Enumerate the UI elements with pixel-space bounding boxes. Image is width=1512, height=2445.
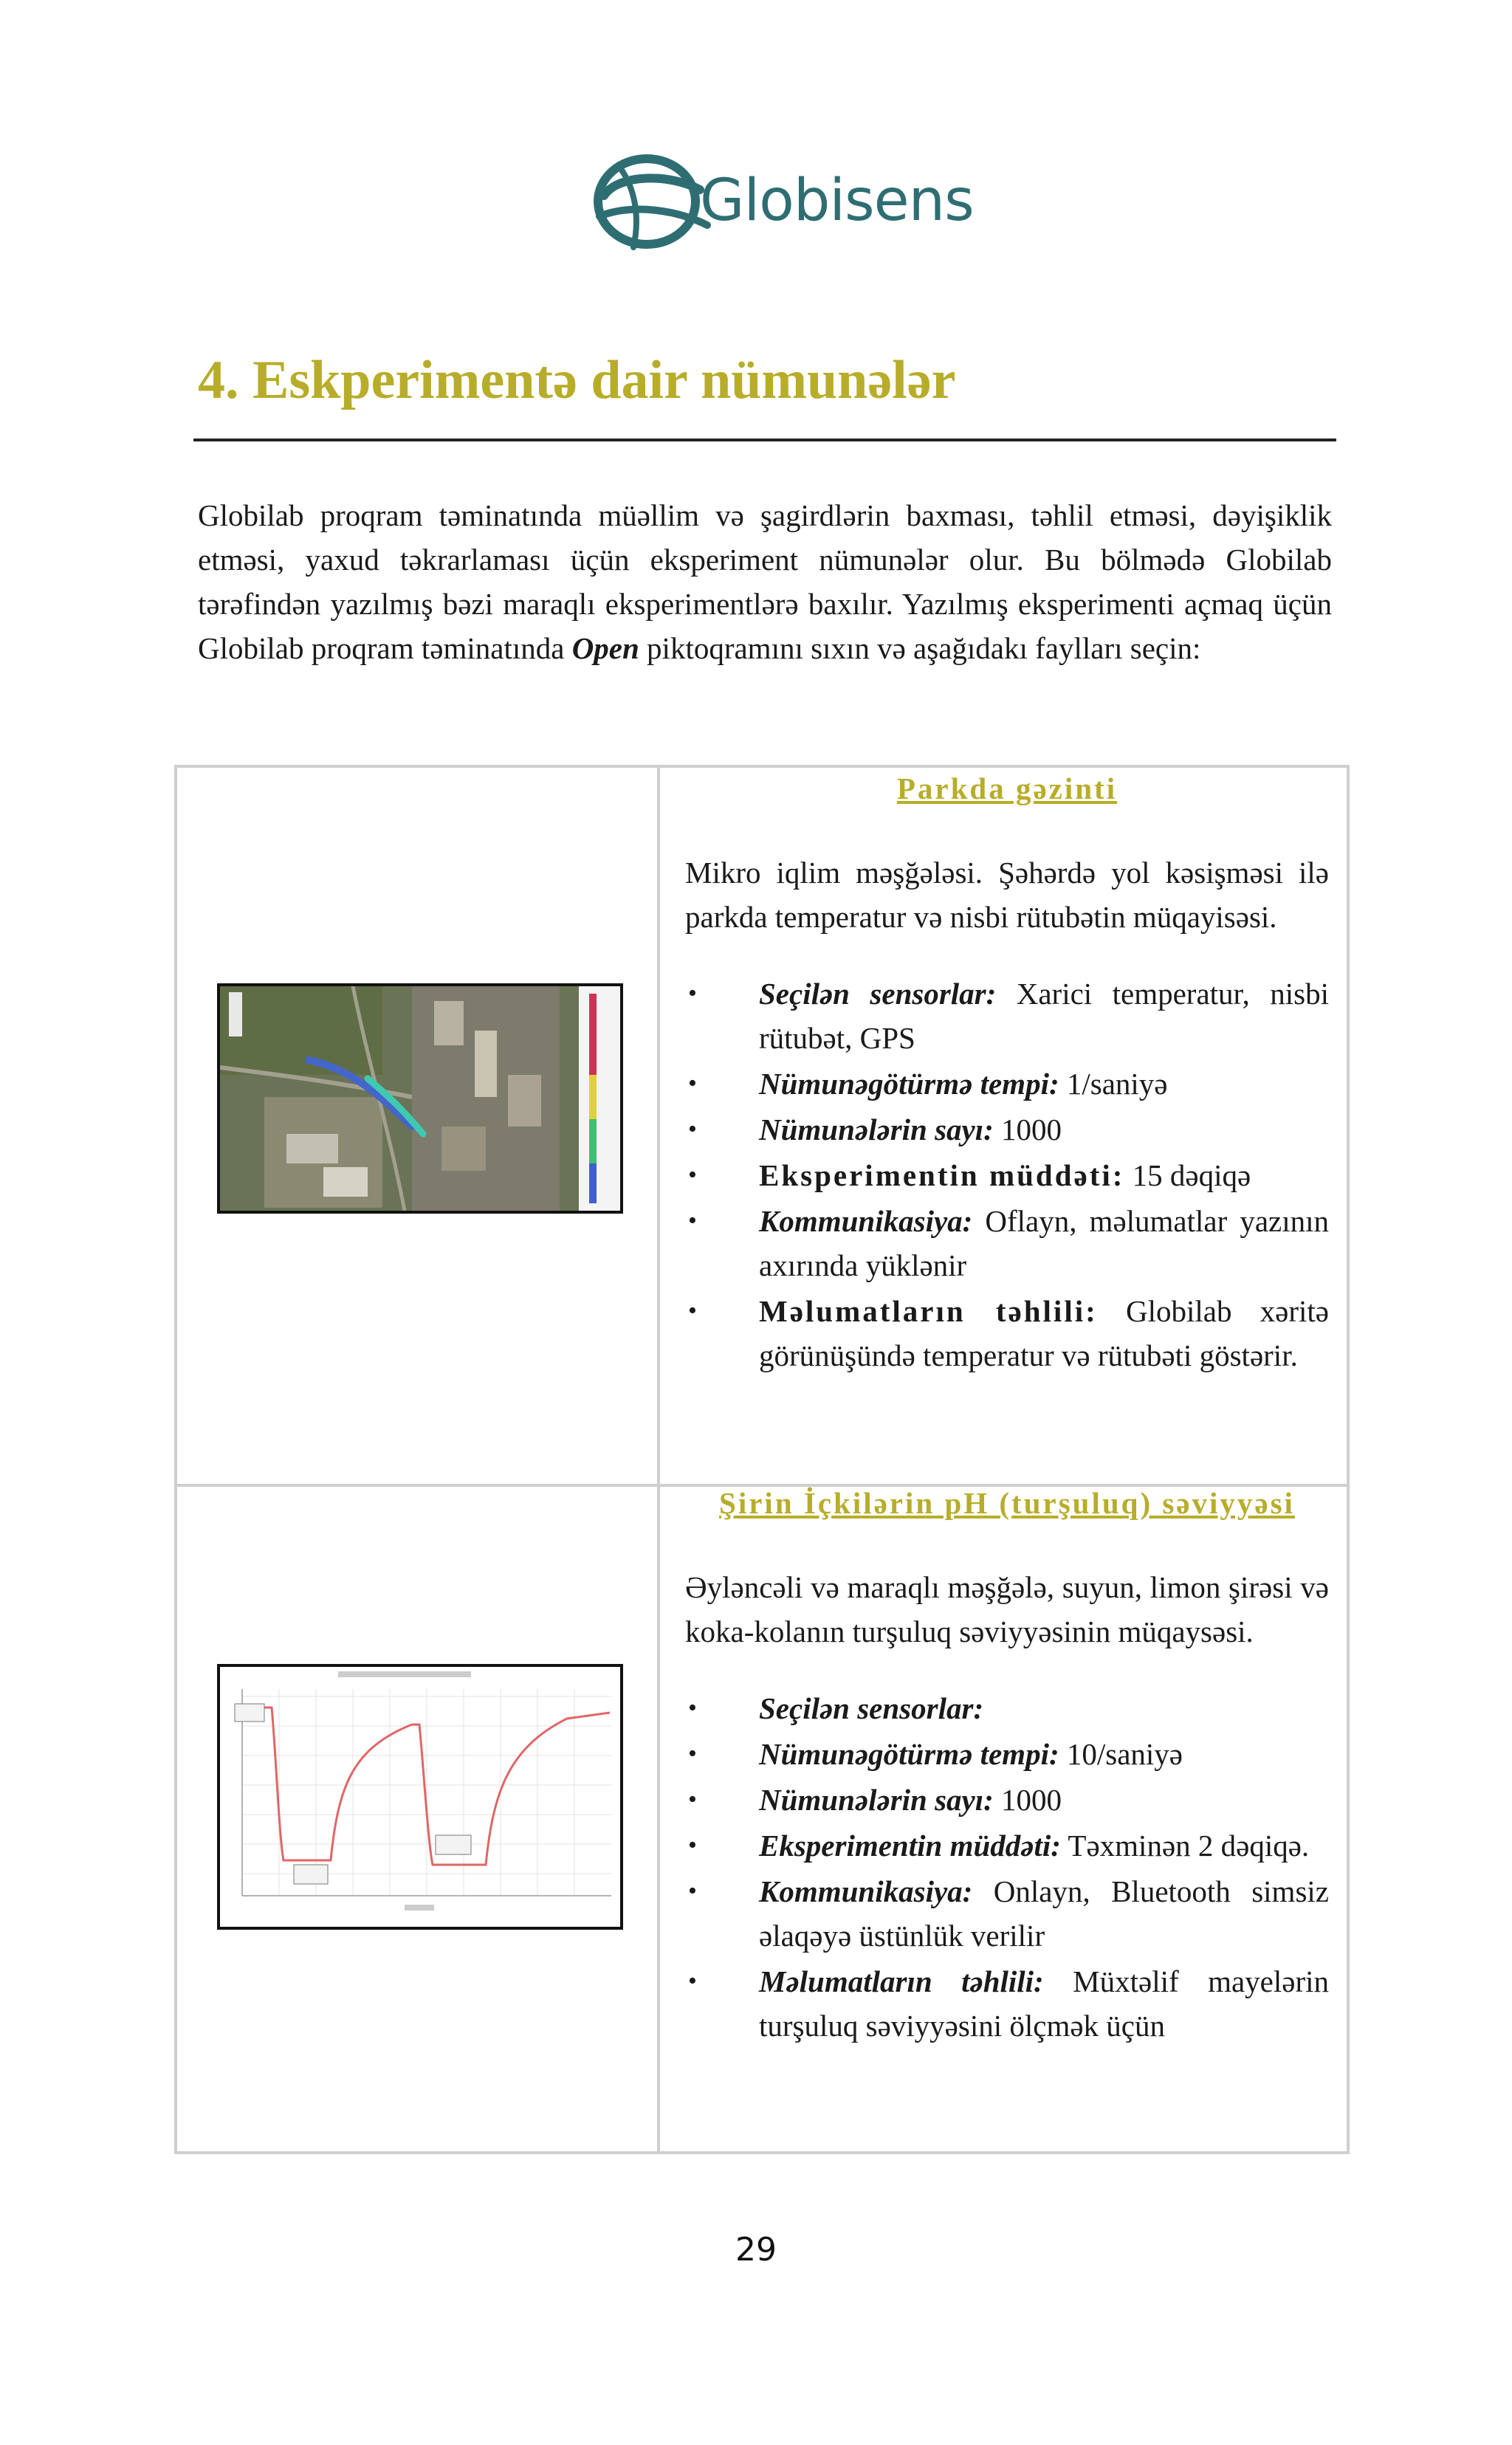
spec-label: Eksperimentin müddəti: [759, 1829, 1061, 1863]
spec-sampling-rate [685, 1062, 1329, 1106]
spec-label: Seçilən sensorlar: [759, 977, 997, 1011]
spec-value: Təxminən 2 dəqiqə. [1060, 1829, 1310, 1863]
spec-sample-count [685, 1107, 1329, 1152]
intro-paragraph [198, 493, 1332, 670]
spec-value: 1000 [993, 1783, 1062, 1817]
spec-label: Kommunikasiya: [759, 1204, 973, 1238]
spec-label: Kommunikasiya: [759, 1874, 973, 1908]
spec-communication [685, 1199, 1329, 1287]
spec-value: Globilab xəritə görünüşündə temperatur və rütubəti göstərir. [759, 1294, 1329, 1372]
spec-value: 1/saniyə [1059, 1067, 1168, 1101]
ph-curve-image [220, 1667, 620, 1927]
spec-value: 1000 [993, 1113, 1062, 1146]
experiment-park-walk [685, 768, 1329, 1379]
experiment-specs [685, 1686, 1329, 2048]
spec-label: Seçilən sensorlar: [759, 1691, 984, 1725]
ph-chart-thumbnail [217, 1664, 623, 1930]
spec-value: Onlayn, Bluetooth simsiz əlaqəyə üstünlük verilir [759, 1874, 1329, 1953]
bullet-icon: • [688, 1297, 697, 1324]
bullet-icon: • [688, 980, 697, 1007]
spec-communication [685, 1869, 1329, 1958]
spec-value: 15 dəqiqə [1124, 1158, 1251, 1192]
spec-label: Nümunələrin sayı: [759, 1783, 994, 1817]
spec-label: Nümunəgötürmə tempi: [759, 1737, 1059, 1771]
spec-label: Məlumatların təhlili: [759, 1294, 1098, 1328]
spec-value: Xarici temperatur, nisbi rütubət, GPS [759, 977, 1329, 1055]
logo-wordmark: Globisens [700, 168, 974, 234]
page-number: 29 [735, 2231, 777, 2269]
spec-data-analysis [685, 1959, 1329, 2048]
intro-text-end: piktoqramını sıxın və aşağıdakı faylları seçin: [639, 631, 1201, 665]
bullet-icon: • [688, 1694, 697, 1722]
experiment-soft-drinks-ph [685, 1484, 1329, 2049]
park-walk-map-thumbnail [217, 983, 623, 1214]
bullet-icon: • [688, 1832, 697, 1859]
spec-sampling-rate [685, 1732, 1329, 1776]
bullet-icon: • [688, 1070, 697, 1097]
spec-duration [685, 1153, 1329, 1197]
bullet-icon: • [688, 1207, 697, 1234]
table-column-divider [657, 768, 660, 2151]
section-title: 4. Eskperimentə dair nümunələr [198, 350, 956, 410]
satellite-map-image [220, 986, 620, 1211]
experiments-table [174, 765, 1350, 2154]
spec-label: Eksperimentin müddəti: [759, 1158, 1125, 1192]
spec-selected-sensors [685, 972, 1329, 1060]
spec-label: Nümunəgötürmə tempi: [759, 1067, 1059, 1101]
bullet-icon: • [688, 1740, 697, 1767]
experiment-description: Əyləncəli və maraqlı məşğələ, suyun, limon şirəsi və koka-kolanın turşuluq səviyyəsinin müqaysəsi. [685, 1570, 1329, 1648]
spec-value: Oflayn, məlumatlar yazının axırında yüklənir [759, 1204, 1329, 1282]
spec-data-analysis [685, 1289, 1329, 1378]
open-keyword: Open [571, 631, 639, 665]
globe-swoosh-icon [589, 144, 715, 255]
bullet-icon: • [688, 1786, 697, 1813]
spec-duration [685, 1823, 1329, 1868]
experiment-title: Şirin İçkilərin pH (turşuluq) səviyyəsi [719, 1486, 1295, 1520]
spec-value: Müxtəlif mayelərin turşuluq səviyyəsini ölçmək üçün [759, 1964, 1329, 2043]
experiment-description: Mikro iqlim məşğələsi. Şəhərdə yol kəsişməsi ilə parkda temperatur və nisbi rütubətin müqayisəsi. [685, 856, 1329, 934]
bullet-icon: • [688, 1877, 697, 1905]
title-divider [193, 439, 1336, 441]
intro-text-start: Globilab proqram təminatında müəllim və şagirdlərin baxması, təhlil etməsi, dəyişiklik etməsi, yaxud təkrarlaması üçün eksperiment nümunələr olur. Bu bölmədə Globilab tərəfindən yazılmış bəzi maraqlı eksperimentlərə baxılır. Yazılmış eksperimenti açmaq üçün Globilab proqram təminatında [198, 498, 1332, 665]
experiment-title: Parkda gəzinti [896, 771, 1118, 805]
experiment-specs [685, 972, 1329, 1378]
spec-sample-count [685, 1778, 1329, 1822]
spec-label: Nümunələrin sayı: [759, 1113, 994, 1146]
bullet-icon: • [688, 1115, 697, 1143]
spec-label: Məlumatların təhlili: [759, 1964, 1044, 1998]
spec-value: 10/saniyə [1059, 1737, 1183, 1771]
bullet-icon: • [688, 1161, 697, 1189]
bullet-icon: • [688, 1967, 697, 1995]
spec-selected-sensors [685, 1686, 1329, 1730]
globisens-logo [589, 144, 974, 255]
